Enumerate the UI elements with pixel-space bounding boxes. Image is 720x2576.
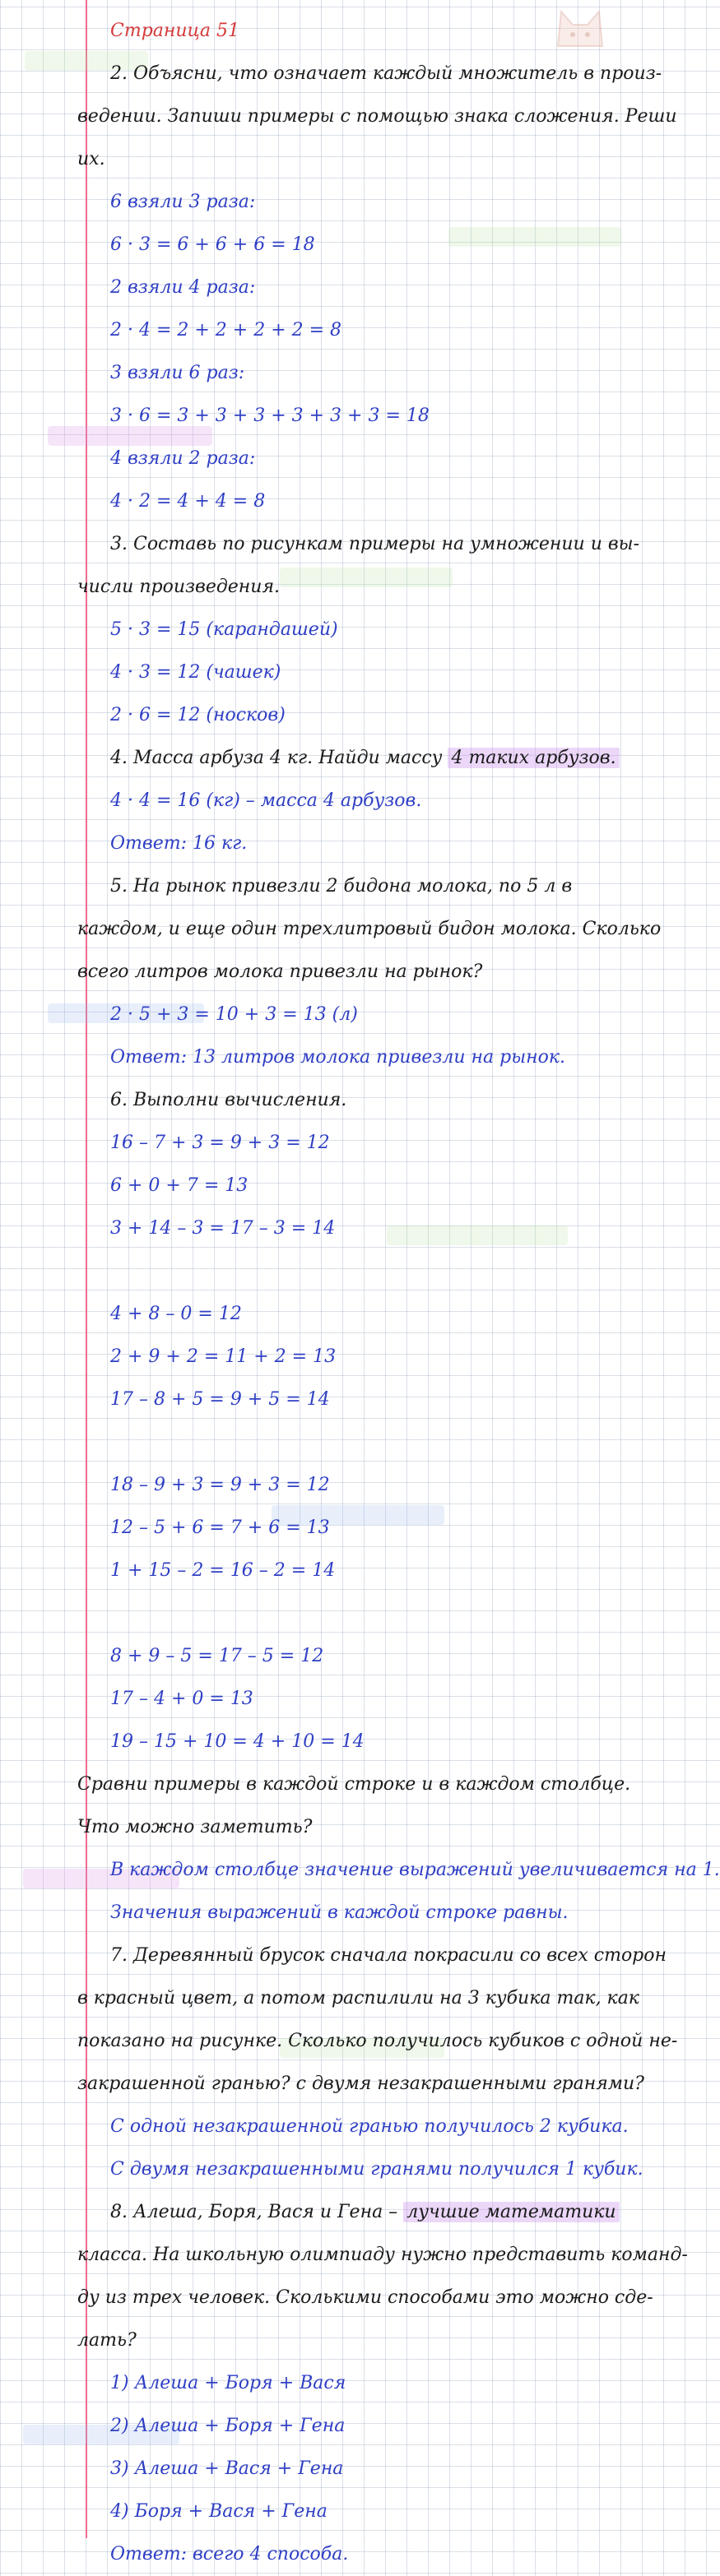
- task-text-start: 4. Масса арбуза 4 кг. Найди массу: [110, 748, 443, 768]
- task-text-line: всего литров молока привезли на рынок?: [77, 961, 483, 982]
- task-text-line: [77, 737, 645, 780]
- task-text-line: ду из трех человек. Сколькими способами это можно сде-: [77, 2287, 653, 2308]
- spacer: [77, 1421, 645, 1464]
- notebook-page: [77, 10, 720, 2576]
- highlighted-text: 4 таких арбузов.: [448, 748, 619, 768]
- task-text-line: их.: [77, 149, 105, 169]
- calc-line: 12 – 5 + 6 = 7 + 6 = 13: [110, 1517, 330, 1538]
- task-text-line: класса. На школьную олимпиаду нужно представить команд-: [77, 2245, 688, 2265]
- answer-line: 2 · 4 = 2 + 2 + 2 + 2 = 8: [110, 320, 342, 341]
- task-text-line: закрашенной гранью? с двумя незакрашенными гранями?: [77, 2073, 644, 2094]
- calc-line: 16 – 7 + 3 = 9 + 3 = 12: [110, 1133, 330, 1153]
- answer-line: 2 взяли 4 раза:: [110, 277, 256, 298]
- calc-line: 17 – 8 + 5 = 9 + 5 = 14: [110, 1389, 330, 1410]
- calc-line: 4 + 8 – 0 = 12: [110, 1304, 242, 1324]
- task-4: [77, 737, 645, 865]
- spacer: [77, 1250, 645, 1293]
- task-text-line: лать?: [77, 2330, 137, 2351]
- task-text-line: ведении. Запиши примеры с помощью знака сложения. Реши: [77, 106, 677, 127]
- answer-line: С двумя незакрашенными гранями получился 1 кубик.: [110, 2159, 643, 2180]
- answer-line: 4 · 4 = 16 (кг) – масса 4 арбузов.: [110, 790, 422, 811]
- answer-line: 4 · 3 = 12 (чашек): [110, 662, 281, 683]
- task-text-line: 3. Составь по рисункам примеры на умножении и вы-: [110, 534, 640, 554]
- calc-line: 8 + 9 – 5 = 17 – 5 = 12: [110, 1646, 324, 1666]
- highlighted-text: лучшие математики: [403, 2202, 619, 2222]
- answer-line: 2 · 5 + 3 = 10 + 3 = 13 (л): [110, 1004, 358, 1025]
- answer-line: 6 взяли 3 раза:: [110, 192, 256, 212]
- task-title: 6. Выполни вычисления.: [110, 1090, 347, 1110]
- answer-line: 4) Боря + Вася + Гена: [110, 2501, 327, 2522]
- calc-line: 19 – 15 + 10 = 4 + 10 = 14: [110, 1731, 365, 1752]
- calc-line: 6 + 0 + 7 = 13: [110, 1175, 249, 1196]
- answer-line: 1) Алеша + Боря + Вася: [110, 2373, 346, 2393]
- task-text-line: Сравни примеры в каждой строке и в каждом столбце.: [77, 1774, 631, 1795]
- task-6: [77, 1079, 720, 1934]
- task-text-line: Что можно заметить?: [77, 1817, 313, 1837]
- task-text-line: 2. Объясни, что означает каждый множитель в произ-: [110, 63, 662, 84]
- answer-line: 3 взяли 6 раз:: [110, 363, 245, 383]
- calc-line: 2 + 9 + 2 = 11 + 2 = 13: [110, 1346, 337, 1367]
- answer-line: 3 · 6 = 3 + 3 + 3 + 3 + 3 + 3 = 18: [110, 405, 430, 426]
- answer-line: В каждом столбце значение выражений увеличивается на 1.: [110, 1860, 720, 1880]
- spacer: [77, 1592, 645, 1635]
- task-2: [77, 53, 677, 523]
- calc-line: 3 + 14 – 3 = 17 – 3 = 14: [110, 1218, 336, 1239]
- task-text-line: каждом, и еще один трехлитровый бидон молока. Сколько: [77, 919, 662, 939]
- answer-line: Значения выражений в каждой строке равны.: [110, 1902, 569, 1923]
- calc-line: 1 + 15 – 2 = 16 – 2 = 14: [110, 1560, 336, 1581]
- task-7: [77, 1934, 678, 2191]
- answer-line: Ответ: всего 4 способа.: [110, 2544, 349, 2564]
- task-text-line: числи произведения.: [77, 577, 281, 597]
- answer-line: 2) Алеша + Боря + Гена: [110, 2416, 346, 2436]
- answer-line: 6 · 3 = 6 + 6 + 6 = 18: [110, 234, 315, 255]
- task-5: [77, 865, 662, 1079]
- task-3: [77, 523, 645, 737]
- answer-line: Ответ: 16 кг.: [110, 833, 248, 854]
- answer-line: 5 · 3 = 15 (карандашей): [110, 619, 338, 640]
- answer-line: 3) Алеша + Вася + Гена: [110, 2458, 344, 2479]
- calc-line: 18 – 9 + 3 = 9 + 3 = 12: [110, 1475, 330, 1495]
- task-text-line: показано на рисунке. Сколько получилось кубиков с одной не-: [77, 2031, 678, 2051]
- answer-line: Ответ: 13 литров молока привезли на рынок.: [110, 1047, 566, 1068]
- answer-line: 4 · 2 = 4 + 4 = 8: [110, 491, 266, 512]
- task-text-line: 5. На рынок привезли 2 бидона молока, по 5 л в: [110, 876, 573, 897]
- task-text-line: 7. Деревянный брусок сначала покрасили со всех сторон: [110, 1945, 667, 1966]
- calc-line: 17 – 4 + 0 = 13: [110, 1689, 253, 1709]
- answer-line: С одной незакрашенной гранью получилось 2 кубика.: [110, 2116, 629, 2137]
- task-text-start: 8. Алеша, Боря, Вася и Гена –: [110, 2202, 398, 2222]
- task-text-line: в красный цвет, а потом распилили на 3 кубика так, как: [77, 1988, 639, 2008]
- answer-line: 2 · 6 = 12 (носков): [110, 705, 286, 725]
- answer-line: 4 взяли 2 раза:: [110, 448, 256, 469]
- task-text-line: [77, 2191, 645, 2234]
- page-title: Страница 51: [110, 21, 240, 41]
- task-8: [77, 2191, 688, 2576]
